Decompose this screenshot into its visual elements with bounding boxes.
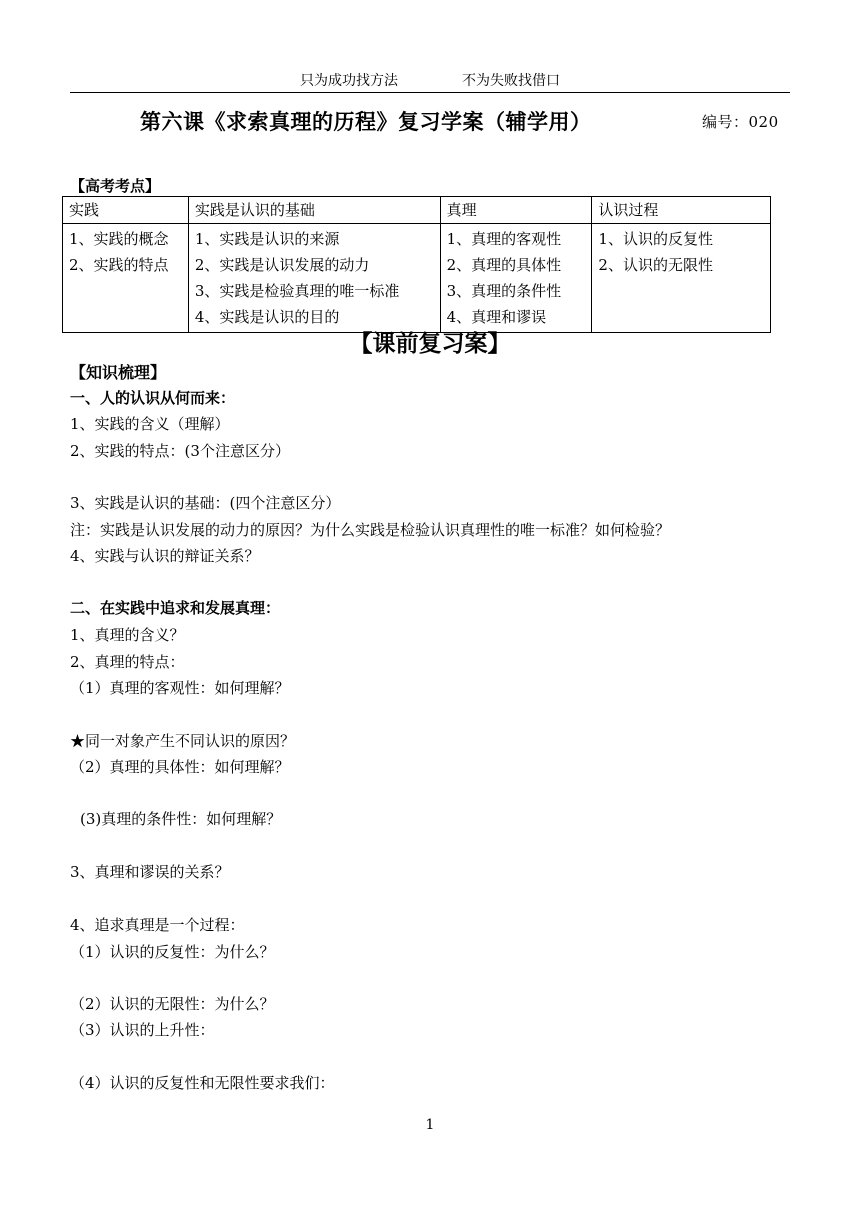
section2-line: 3、真理和谬误的关系？ xyxy=(70,863,230,881)
section1-line: 4、实践与认识的辩证关系？ xyxy=(70,547,260,565)
section2-line: 4、追求真理是一个过程： xyxy=(70,916,245,934)
section1-line: 1、实践的含义（理解） xyxy=(70,415,230,433)
review-heading: 【课前复习案】 xyxy=(349,330,511,357)
table-item: 4、实践是认识的目的 xyxy=(194,308,340,326)
table-item: 3、真理的条件性 xyxy=(446,282,562,300)
knowledge-label: 【知识梳理】 xyxy=(70,363,167,382)
table-item: 2、实践是认识发展的动力 xyxy=(194,256,370,274)
section2-line: （4）认识的反复性和无限性要求我们： xyxy=(70,1074,335,1092)
table-item: 2、真理的具体性 xyxy=(446,256,562,274)
section1-line: 2、实践的特点：(3个注意区分） xyxy=(70,442,290,460)
table-row xyxy=(63,224,771,333)
table-header-cell: 实践是认识的基础 xyxy=(188,197,440,224)
serial-number: 编号：020 xyxy=(702,113,779,131)
section2-line: （1）认识的反复性：为什么？ xyxy=(70,943,275,961)
page-number: 1 xyxy=(425,1117,435,1133)
table-header-row xyxy=(63,197,771,224)
section2-line: （2）真理的具体性：如何理解？ xyxy=(70,758,290,776)
table-cell xyxy=(440,224,592,333)
table-item: 2、实践的特点 xyxy=(69,256,169,274)
section1-note: 注：实践是认识发展的动力的原因？为什么实践是检验认识真理性的唯一标准？如何检验？ xyxy=(70,521,671,539)
page-header xyxy=(70,70,790,90)
table-cell xyxy=(188,224,440,333)
section2-line: 1、真理的含义？ xyxy=(70,626,185,644)
section2-line: (3)真理的条件性：如何理解？ xyxy=(80,810,282,828)
table-item: 3、实践是检验真理的唯一标准 xyxy=(194,282,400,300)
section2-line: （2）认识的无限性：为什么？ xyxy=(70,995,275,1013)
table-header-cell: 认识过程 xyxy=(592,197,771,224)
table-item: 1、真理的客观性 xyxy=(446,230,562,248)
section2-heading: 二、在实践中追求和发展真理： xyxy=(70,599,281,617)
table-item: 4、真理和谬误 xyxy=(446,308,547,326)
table-cell xyxy=(592,224,771,333)
table-item: 1、实践的概念 xyxy=(69,230,169,248)
table-item: 1、认识的反复性 xyxy=(598,230,713,248)
section2-line: （3）认识的上升性： xyxy=(70,1021,215,1039)
table-header-cell: 真理 xyxy=(440,197,592,224)
section1-line: 3、实践是认识的基础：(四个注意区分） xyxy=(70,494,341,512)
section2-line: （1）真理的客观性：如何理解？ xyxy=(70,679,290,697)
header-motto-left: 只为成功找方法 xyxy=(300,73,398,89)
section2-line: ★同一对象产生不同认识的原因？ xyxy=(70,732,296,750)
section1-heading: 一、人的认识从何而来： xyxy=(70,389,236,407)
table-cell xyxy=(63,224,189,333)
section2-line: 2、真理的特点： xyxy=(70,653,185,671)
header-motto-right: 不为失败找借口 xyxy=(462,73,560,89)
table-item: 1、实践是认识的来源 xyxy=(194,230,340,248)
title-main: 第六课《求索真理的历程》复习学案（辅学用） xyxy=(140,109,592,134)
table-header-cell: 实践 xyxy=(63,197,189,224)
exam-points-table xyxy=(62,196,771,333)
exam-points-label: 【高考考点】 xyxy=(70,177,161,195)
table-item: 2、认识的无限性 xyxy=(598,256,713,274)
header-rule xyxy=(70,92,790,93)
